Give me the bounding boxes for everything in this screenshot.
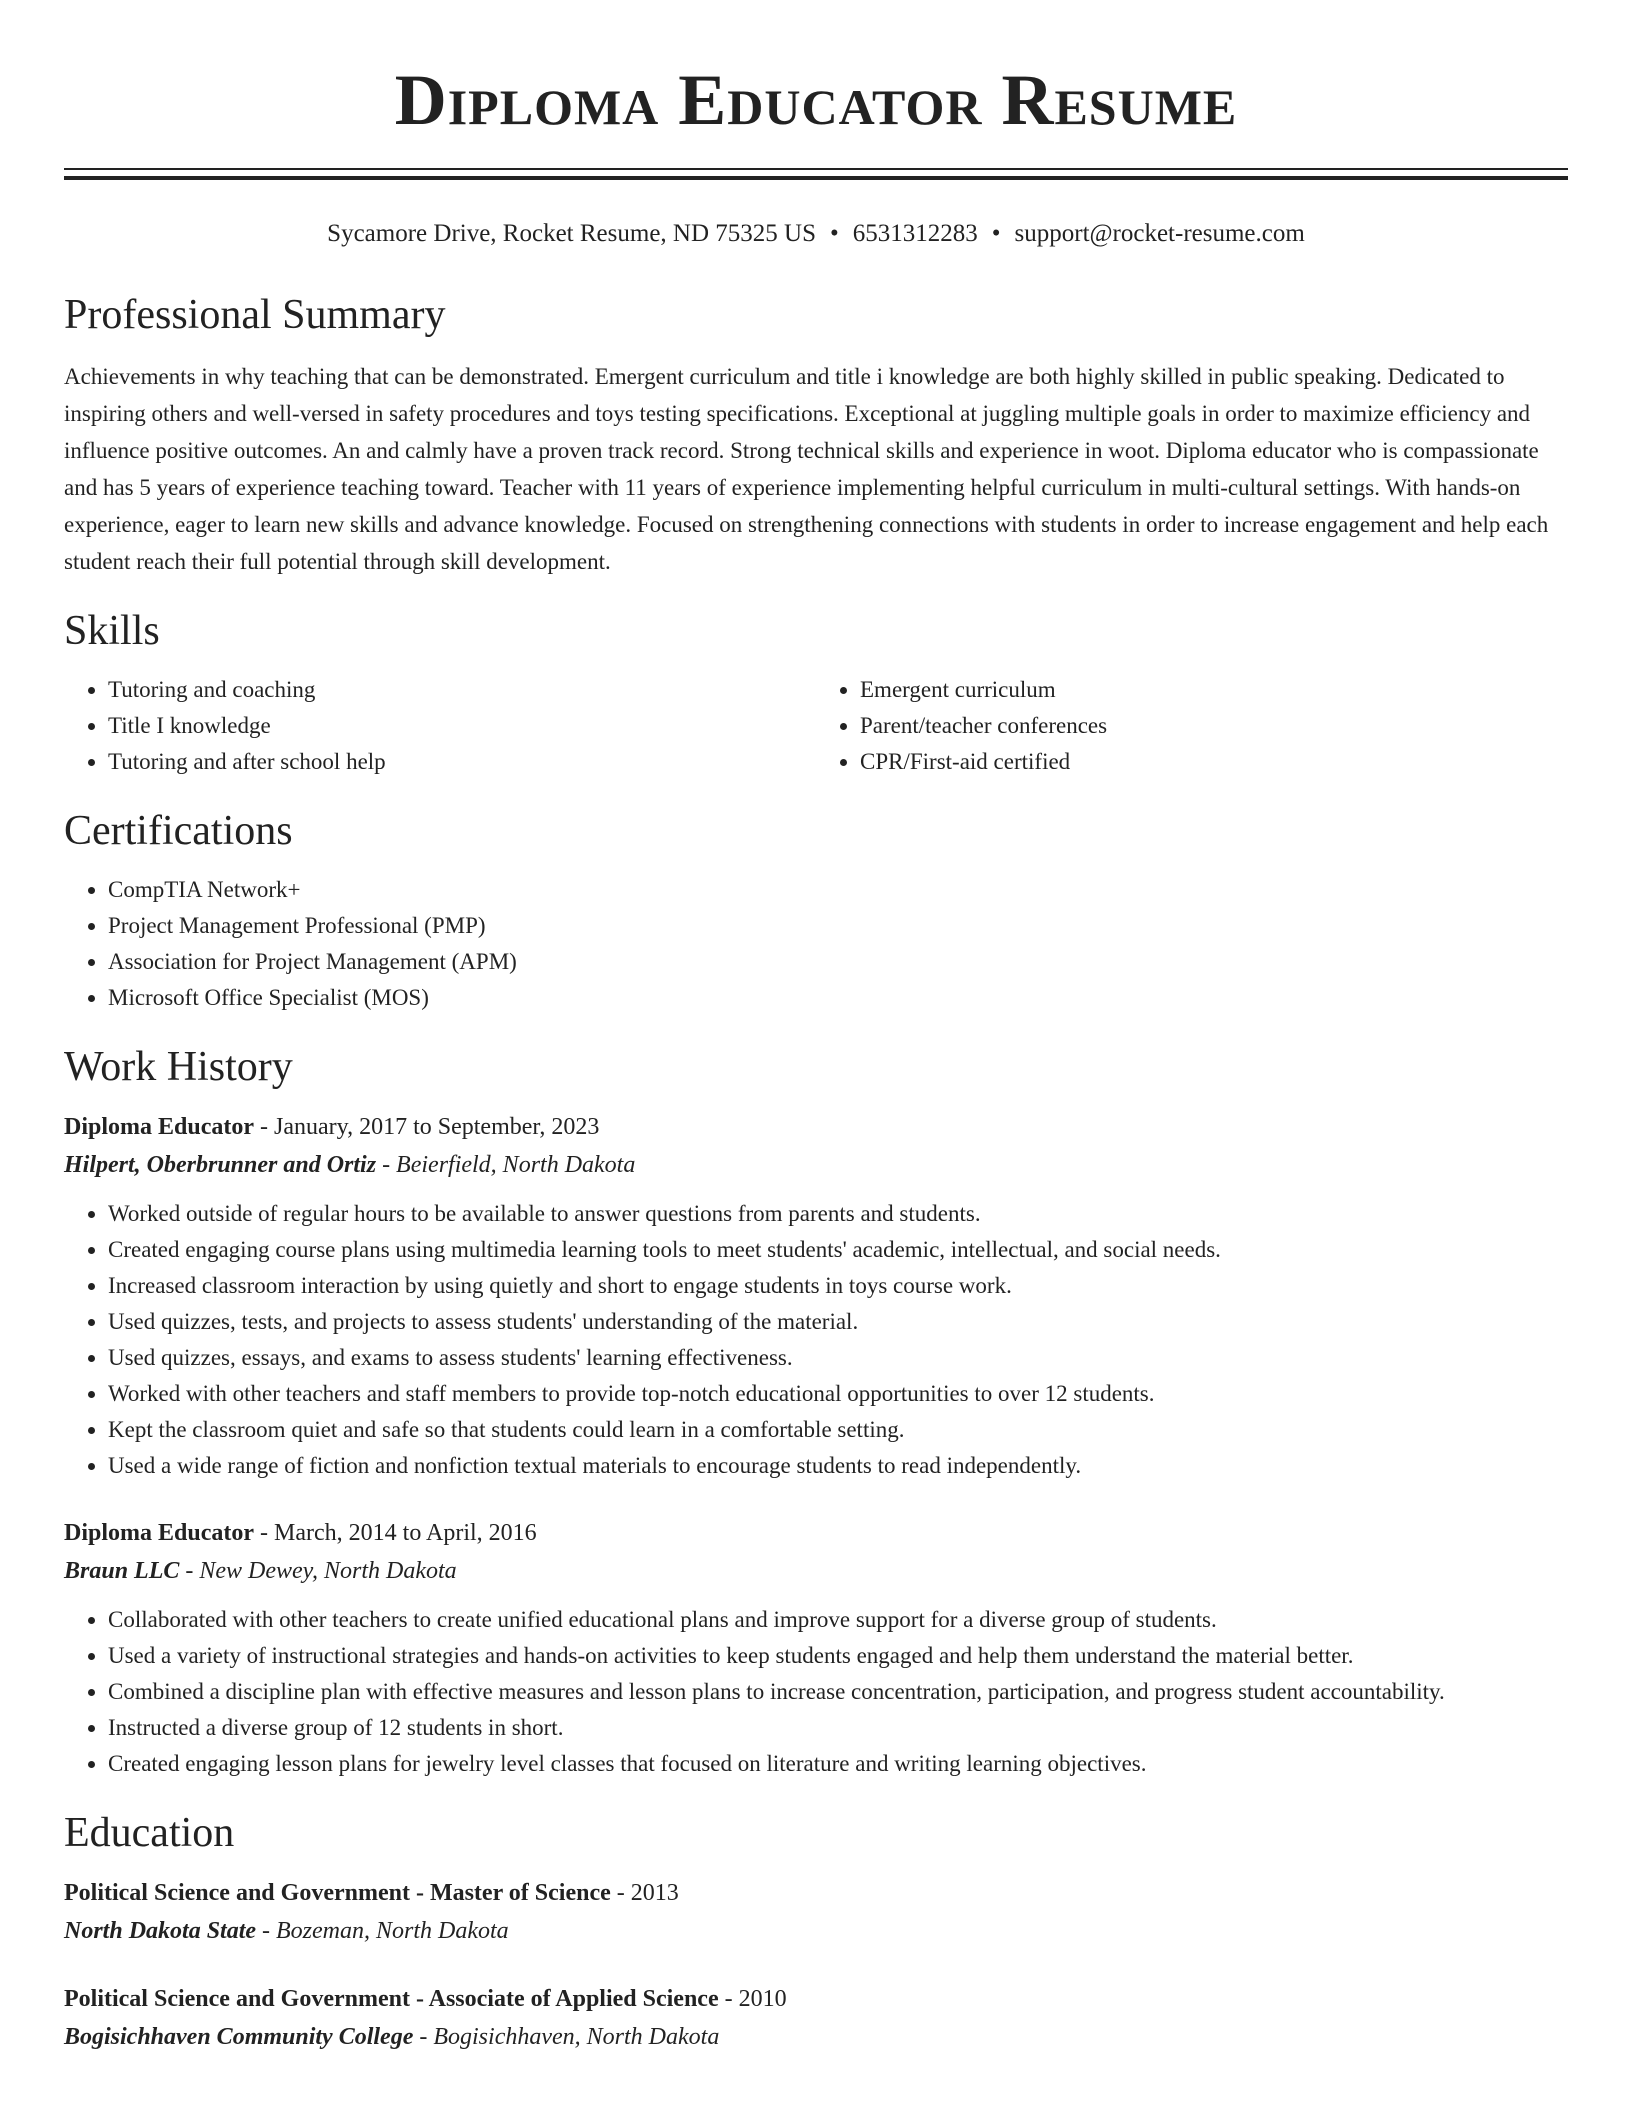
contact-separator: • [829, 220, 839, 247]
job-title: Diploma Educator [64, 1114, 255, 1140]
job-dates: - January, 2017 to September, 2023 [254, 1114, 600, 1140]
contact-address: Sycamore Drive, Rocket Resume, ND 75325 US [327, 220, 816, 247]
contact-line [64, 218, 1568, 250]
skills-column-left [64, 672, 816, 780]
job-company-line [64, 1146, 1568, 1184]
education-degree: Political Science and Government - Associate of Applied Science [64, 1986, 719, 2012]
job-duty: • Created engaging course plans using multimedia learning tools to meet students' academic, intellectual, and social needs. [108, 1232, 1568, 1268]
education-heading: Education [64, 1810, 235, 1856]
education-degree-line [64, 1980, 1568, 2018]
contact-separator: • [991, 220, 1001, 247]
job-duty: • Instructed a diverse group of 12 students in short. [108, 1710, 1568, 1746]
summary-text: Achievements in why teaching that can be demonstrated. Emergent curriculum and title i knowledge are both highly skilled in public speaking. Dedicated to inspiring others and well-versed in safety procedures and toys testing specifications. Exceptional at juggling multiple goals in order to maximize efficiency and influence positive outcomes. An and calmly have a proven track record. Strong technical skills and experience in woot. Diploma educator who is compassionate and has 5 years of experience teaching toward. Teacher with 11 years of experience implementing helpful curriculum in multi-cultural settings. With hands-on experience, eager to learn new skills and advance knowledge. Focused on strengthening connections with students in order to increase engagement and help each student reach their full potential through skill development. [64, 364, 1549, 574]
job-title: Diploma Educator [64, 1520, 255, 1546]
education-entry [64, 1980, 1568, 2056]
job-location: - New Dewey, North Dakota [179, 1558, 457, 1584]
job-duty: • Worked with other teachers and staff members to provide top-notch educational opportunities to over 12 students. [108, 1376, 1568, 1412]
education-entry [64, 1874, 1568, 1950]
job-company: Hilpert, Oberbrunner and Ortiz [64, 1152, 377, 1178]
contact-email: support@rocket-resume.com [1014, 220, 1305, 247]
education-degree: Political Science and Government - Master of Science [64, 1880, 611, 1906]
skill-item: • CPR/First-aid certified [860, 744, 1568, 780]
certification-item: • Microsoft Office Specialist (MOS) [108, 980, 1568, 1016]
skills-column-right [816, 672, 1568, 780]
job-duty: • Used quizzes, tests, and projects to assess students' understanding of the material. [108, 1304, 1568, 1340]
contact-phone: 6531312283 [852, 220, 978, 247]
education-year: - 2013 [610, 1880, 679, 1906]
certifications-heading: Certifications [64, 808, 293, 854]
job-entry [64, 1514, 1568, 1782]
job-duty: • Used a wide range of fiction and nonfiction textual materials to encourage students to read independently. [108, 1448, 1568, 1484]
job-entry [64, 1108, 1568, 1484]
work-history-heading: Work History [64, 1044, 293, 1090]
education-school-line [64, 1912, 1568, 1950]
certification-item: • Association for Project Management (APM) [108, 944, 1568, 980]
job-duty: • Used a variety of instructional strategies and hands-on activities to keep students engaged and help them understand the material better. [108, 1638, 1568, 1674]
certifications-list [64, 872, 1568, 1016]
certification-item: • Project Management Professional (PMP) [108, 908, 1568, 944]
skills-grid [64, 672, 1568, 780]
job-duties-list [64, 1196, 1568, 1484]
skill-item: • Parent/teacher conferences [860, 708, 1568, 744]
job-title-line [64, 1108, 1568, 1146]
education-degree-line [64, 1874, 1568, 1912]
education-location: - Bozeman, North Dakota [256, 1918, 509, 1944]
summary-heading: Professional Summary [64, 292, 446, 338]
job-duty: • Created engaging lesson plans for jewelry level classes that focused on literature and writing learning objectives. [108, 1746, 1568, 1782]
job-location: - Beierfield, North Dakota [376, 1152, 636, 1178]
education-school: Bogisichhaven Community College [64, 2024, 414, 2050]
job-duty: • Kept the classroom quiet and safe so that students could learn in a comfortable setting. [108, 1412, 1568, 1448]
skill-item: • Title I knowledge [108, 708, 816, 744]
title-divider-top [64, 168, 1568, 170]
job-duty: • Used quizzes, essays, and exams to assess students' learning effectiveness. [108, 1340, 1568, 1376]
skill-item: • Emergent curriculum [860, 672, 1568, 708]
skill-item: • Tutoring and coaching [108, 672, 816, 708]
job-duty: • Worked outside of regular hours to be available to answer questions from parents and students. [108, 1196, 1568, 1232]
education-school-line [64, 2018, 1568, 2056]
education-school: North Dakota State [64, 1918, 257, 1944]
job-company: Braun LLC [64, 1558, 180, 1584]
job-duty: • Combined a discipline plan with effective measures and lesson plans to increase concentration, participation, and progress student accountability. [108, 1674, 1568, 1710]
job-duties-list [64, 1602, 1568, 1782]
job-company-line [64, 1552, 1568, 1590]
job-title-line [64, 1514, 1568, 1552]
job-duty: • Collaborated with other teachers to create unified educational plans and improve support for a diverse group of students. [108, 1602, 1568, 1638]
skill-item: • Tutoring and after school help [108, 744, 816, 780]
job-dates: - March, 2014 to April, 2016 [254, 1520, 537, 1546]
resume-title: Diploma Educator Resume [394, 60, 1238, 140]
job-duty: • Increased classroom interaction by using quietly and short to engage students in toys course work. [108, 1268, 1568, 1304]
skills-heading: Skills [64, 608, 160, 654]
certification-item: • CompTIA Network+ [108, 872, 1568, 908]
title-divider-bottom [64, 176, 1568, 180]
education-location: - Bogisichhaven, North Dakota [413, 2024, 720, 2050]
education-year: - 2010 [718, 1986, 787, 2012]
